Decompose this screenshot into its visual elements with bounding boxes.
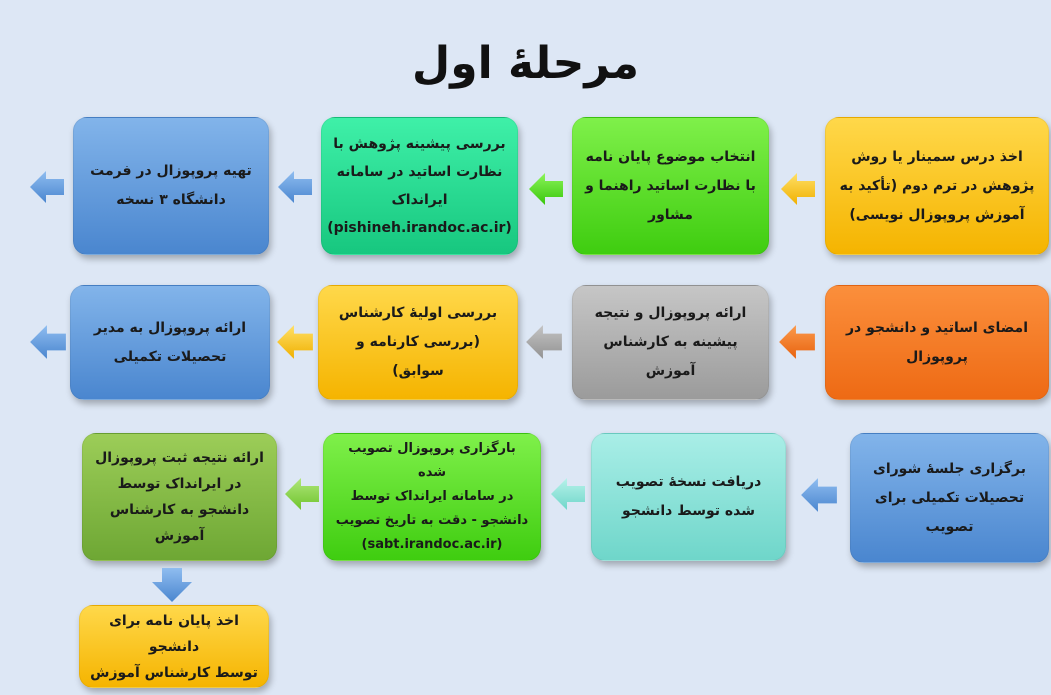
step-label: امضای اساتید و دانشجو در پروپوزال — [845, 319, 1029, 365]
step-box-r2-2 — [572, 285, 769, 400]
step-label: انتخاب موضوع پایان نامه با نظارت اساتید راهنما و مشاور — [585, 148, 756, 223]
step-label: بررسی اولیهٔ کارشناس (بررسی کارنامه و سوابق) — [338, 305, 498, 379]
arrow-left-icon — [527, 170, 565, 208]
step-box-r3-4 — [82, 433, 277, 561]
arrow-left-icon — [779, 170, 817, 208]
step-label: اخذ درس سمینار یا روش پژوهش در ترم دوم (تأکید به آموزش پروپوزال نویسی) — [839, 148, 1035, 223]
step-label: ارائه نتیجه ثبت پروپوزال در ایرانداک توسط دانشجو به کارشناس آموزش — [95, 450, 264, 544]
arrow-left-icon — [524, 322, 564, 362]
page-title: مرحلهٔ اول — [412, 38, 639, 89]
step-label: اخذ پایان نامه برای دانشجو توسط کارشناس آموزش — [90, 612, 258, 681]
step-box-r2-4 — [70, 285, 270, 400]
arrow-left-icon — [28, 322, 68, 362]
arrow-left-icon — [799, 475, 839, 515]
arrow-left-icon — [28, 168, 66, 206]
step-box-r1-1 — [825, 117, 1049, 255]
step-label: تهیه پروپوزال در فرمت دانشگاه ۳ نسخه — [90, 163, 252, 208]
step-label: دریافت نسخهٔ تصویب شده توسط دانشجو — [615, 474, 762, 519]
step-box-r1-2 — [572, 117, 769, 255]
arrow-left-icon — [777, 322, 817, 362]
step-box-r1-3 — [321, 117, 518, 255]
step-label: بررسی پیشینه پژوهش با نظارت اساتید در سامانه ایرانداک (pishineh.irandoc.ac.ir) — [327, 136, 512, 236]
arrow-left-icon — [275, 322, 315, 362]
step-box-r1-4 — [73, 117, 269, 255]
step-label: بارگزاری پروپوزال تصویب شده در سامانه ایرانداک توسط دانشجو - دقت به تاریخ تصویب (sabt.irandoc.ac.ir) — [335, 441, 529, 552]
step-box-r3-3 — [323, 433, 541, 561]
step-box-r3-2 — [591, 433, 786, 561]
step-box-r2-3 — [318, 285, 518, 400]
arrow-left-icon — [276, 168, 314, 206]
step-box-final — [79, 605, 269, 688]
step-label: ارائه پروپوزال و نتیجه پیشینه به کارشناس آموزش — [594, 305, 747, 379]
arrow-down-icon — [150, 568, 194, 604]
step-label: برگزاری جلسهٔ شورای تحصیلات تکمیلی برای تصویب — [872, 460, 1027, 535]
arrow-left-icon — [283, 475, 321, 513]
step-label: ارائه پروپوزال به مدیر تحصیلات تکمیلی — [93, 319, 247, 365]
step-box-r3-1 — [850, 433, 1049, 563]
step-box-r2-1 — [825, 285, 1049, 400]
arrow-left-icon — [549, 475, 587, 513]
